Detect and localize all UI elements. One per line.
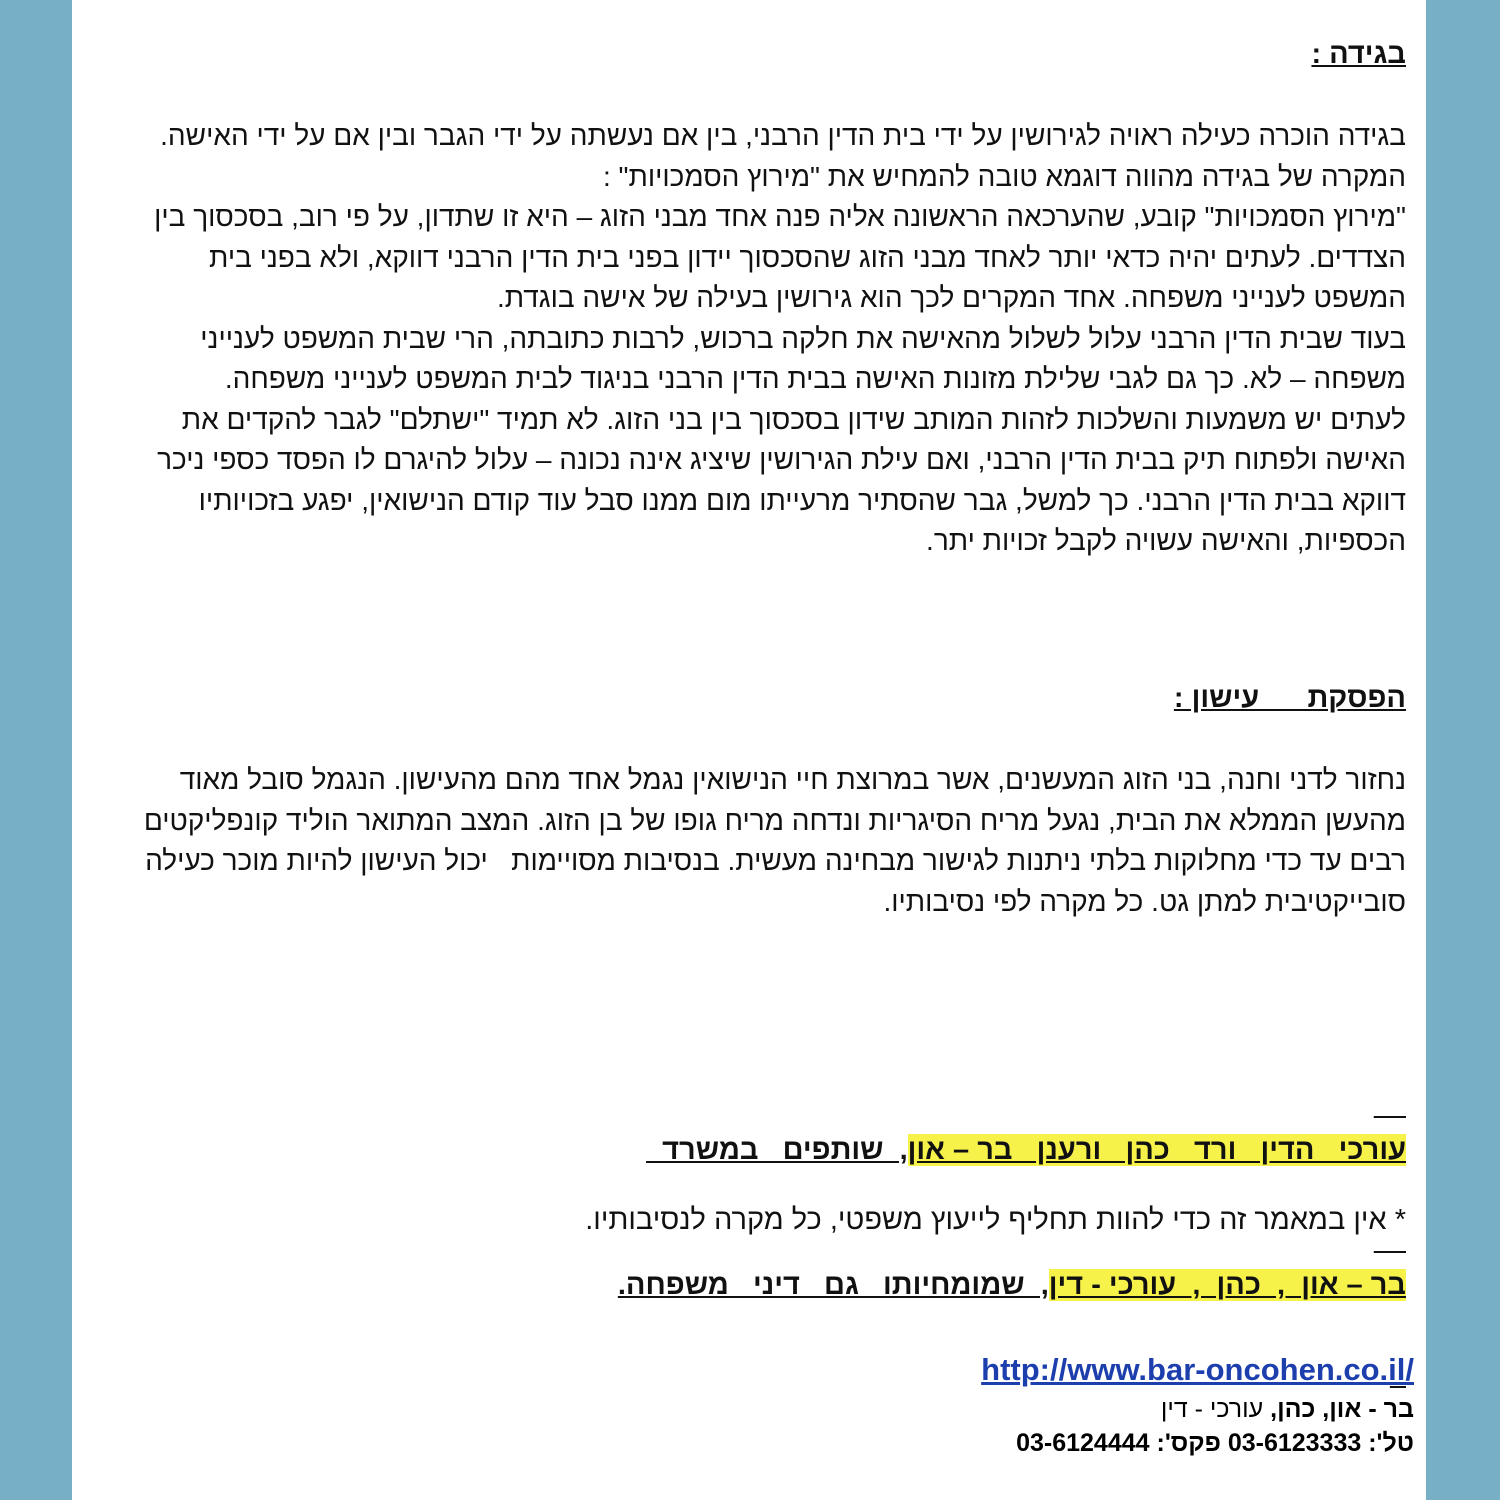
authors-line-2 — [142, 1263, 1406, 1308]
authors-line-2-rest: , שמומחיותו גם דיני משפחה. — [617, 1269, 1049, 1301]
section-body-infidelity: בגידה הוכרה כעילה ראויה לגירושין על ידי בית הדין הרבני, בין אם נעשתה על ידי הגבר ובין אם על ידי האישה. המקרה של בגידה מהווה דוגמא טובה להמחיש את "מירוץ הסמכויות" : "מירוץ הסמכויות" קובע, שהערכאה הראשונה אליה פנה אחד מבני הזוג – היא זו שתדון, על פי רוב, בסכסוך בין הצדדים. לעתים יהיה כדאי יותר לאחד מבני הזוג שהסכסוך יידון בפני בית הדין הרבני דווקא, ולא בפני בית המשפט לענייני משפחה. אחד המקרים לכך הוא גירושין בעילה של אישה בוגדת. בעוד שבית הדין הרבני עלול לשלול מהאישה את חלקה ברכוש, לרבות כתובתה, הרי שבית המשפט לענייני משפחה – לא. כך גם לגבי שלילת מזונות האישה בבית הדין הרבני בניגוד לבית המשפט לענייני משפחה. לעתים יש משמעות והשלכות לזהות המותב שידון בסכסוך בין בני הזוג. לא תמיד "ישתלם" לגבר להקדים את האישה ולפתוח תיק בבית הדין הרבני, ואם עילת הגירושין שיציג אינה נכונה – עלול להיגרם לו הפסד כספי ניכר דווקא בבית הדין הרבני. כך למשל, גבר שהסתיר מרעייתו מום ממנו סבל עוד קודם הנישואין, יפגע בזכויותיו הכספיות, והאישה עשויה לקבל זכויות יתר. — [154, 120, 1406, 556]
authors-line-1-rest: , שותפים במשרד — [646, 1134, 908, 1166]
authors-line-1-marked: עורכי הדין ורד כהן ורענן בר – און — [907, 1134, 1406, 1166]
section-title-smoking: הפסקת עישון : — [1173, 682, 1406, 714]
footer — [142, 1352, 1414, 1460]
section-title-infidelity: בגידה : — [1311, 38, 1406, 70]
firm-name-bold: בר - און, כהן, — [1270, 1395, 1414, 1423]
document-page — [72, 0, 1426, 1500]
authors-line-2-marked: בר – און , כהן , עורכי - דין — [1048, 1269, 1406, 1301]
section-body-smoking: נחזור לדני וחנה, בני הזוג המעשנים, אשר במרוצת חיי הנישואין נגמל אחד מהם מהעישון. הנגמל סובל מאוד מהעשן הממלא את הבית, נגעל מריח הסיגריות ונדחה מריח גופו של בן הזוג. המצב המתואר הוליד קונפליקטים רבים עד כדי מחלוקות בלתי ניתנות לגישור מבחינה מעשית. בנסיבות מסויימות יכול העישון להיות מוכר כעילה סובייקטיבית למתן גט. כל מקרה לפי נסיבותיו. — [136, 764, 1406, 917]
website-link[interactable]: http://www.bar-oncohen.co.il/ — [981, 1352, 1414, 1387]
authors-line-1 — [142, 1128, 1406, 1173]
legal-disclaimer: * אין במאמר זה כדי להוות תחליף לייעוץ משפטי, כל מקרה לנסיבותיו. — [585, 1204, 1406, 1236]
firm-name-rest: עורכי - דין — [1160, 1395, 1271, 1423]
firm-name — [142, 1392, 1414, 1426]
phone-fax: טל': 03-6123333 פקס': 03-6124444 — [1016, 1429, 1414, 1457]
